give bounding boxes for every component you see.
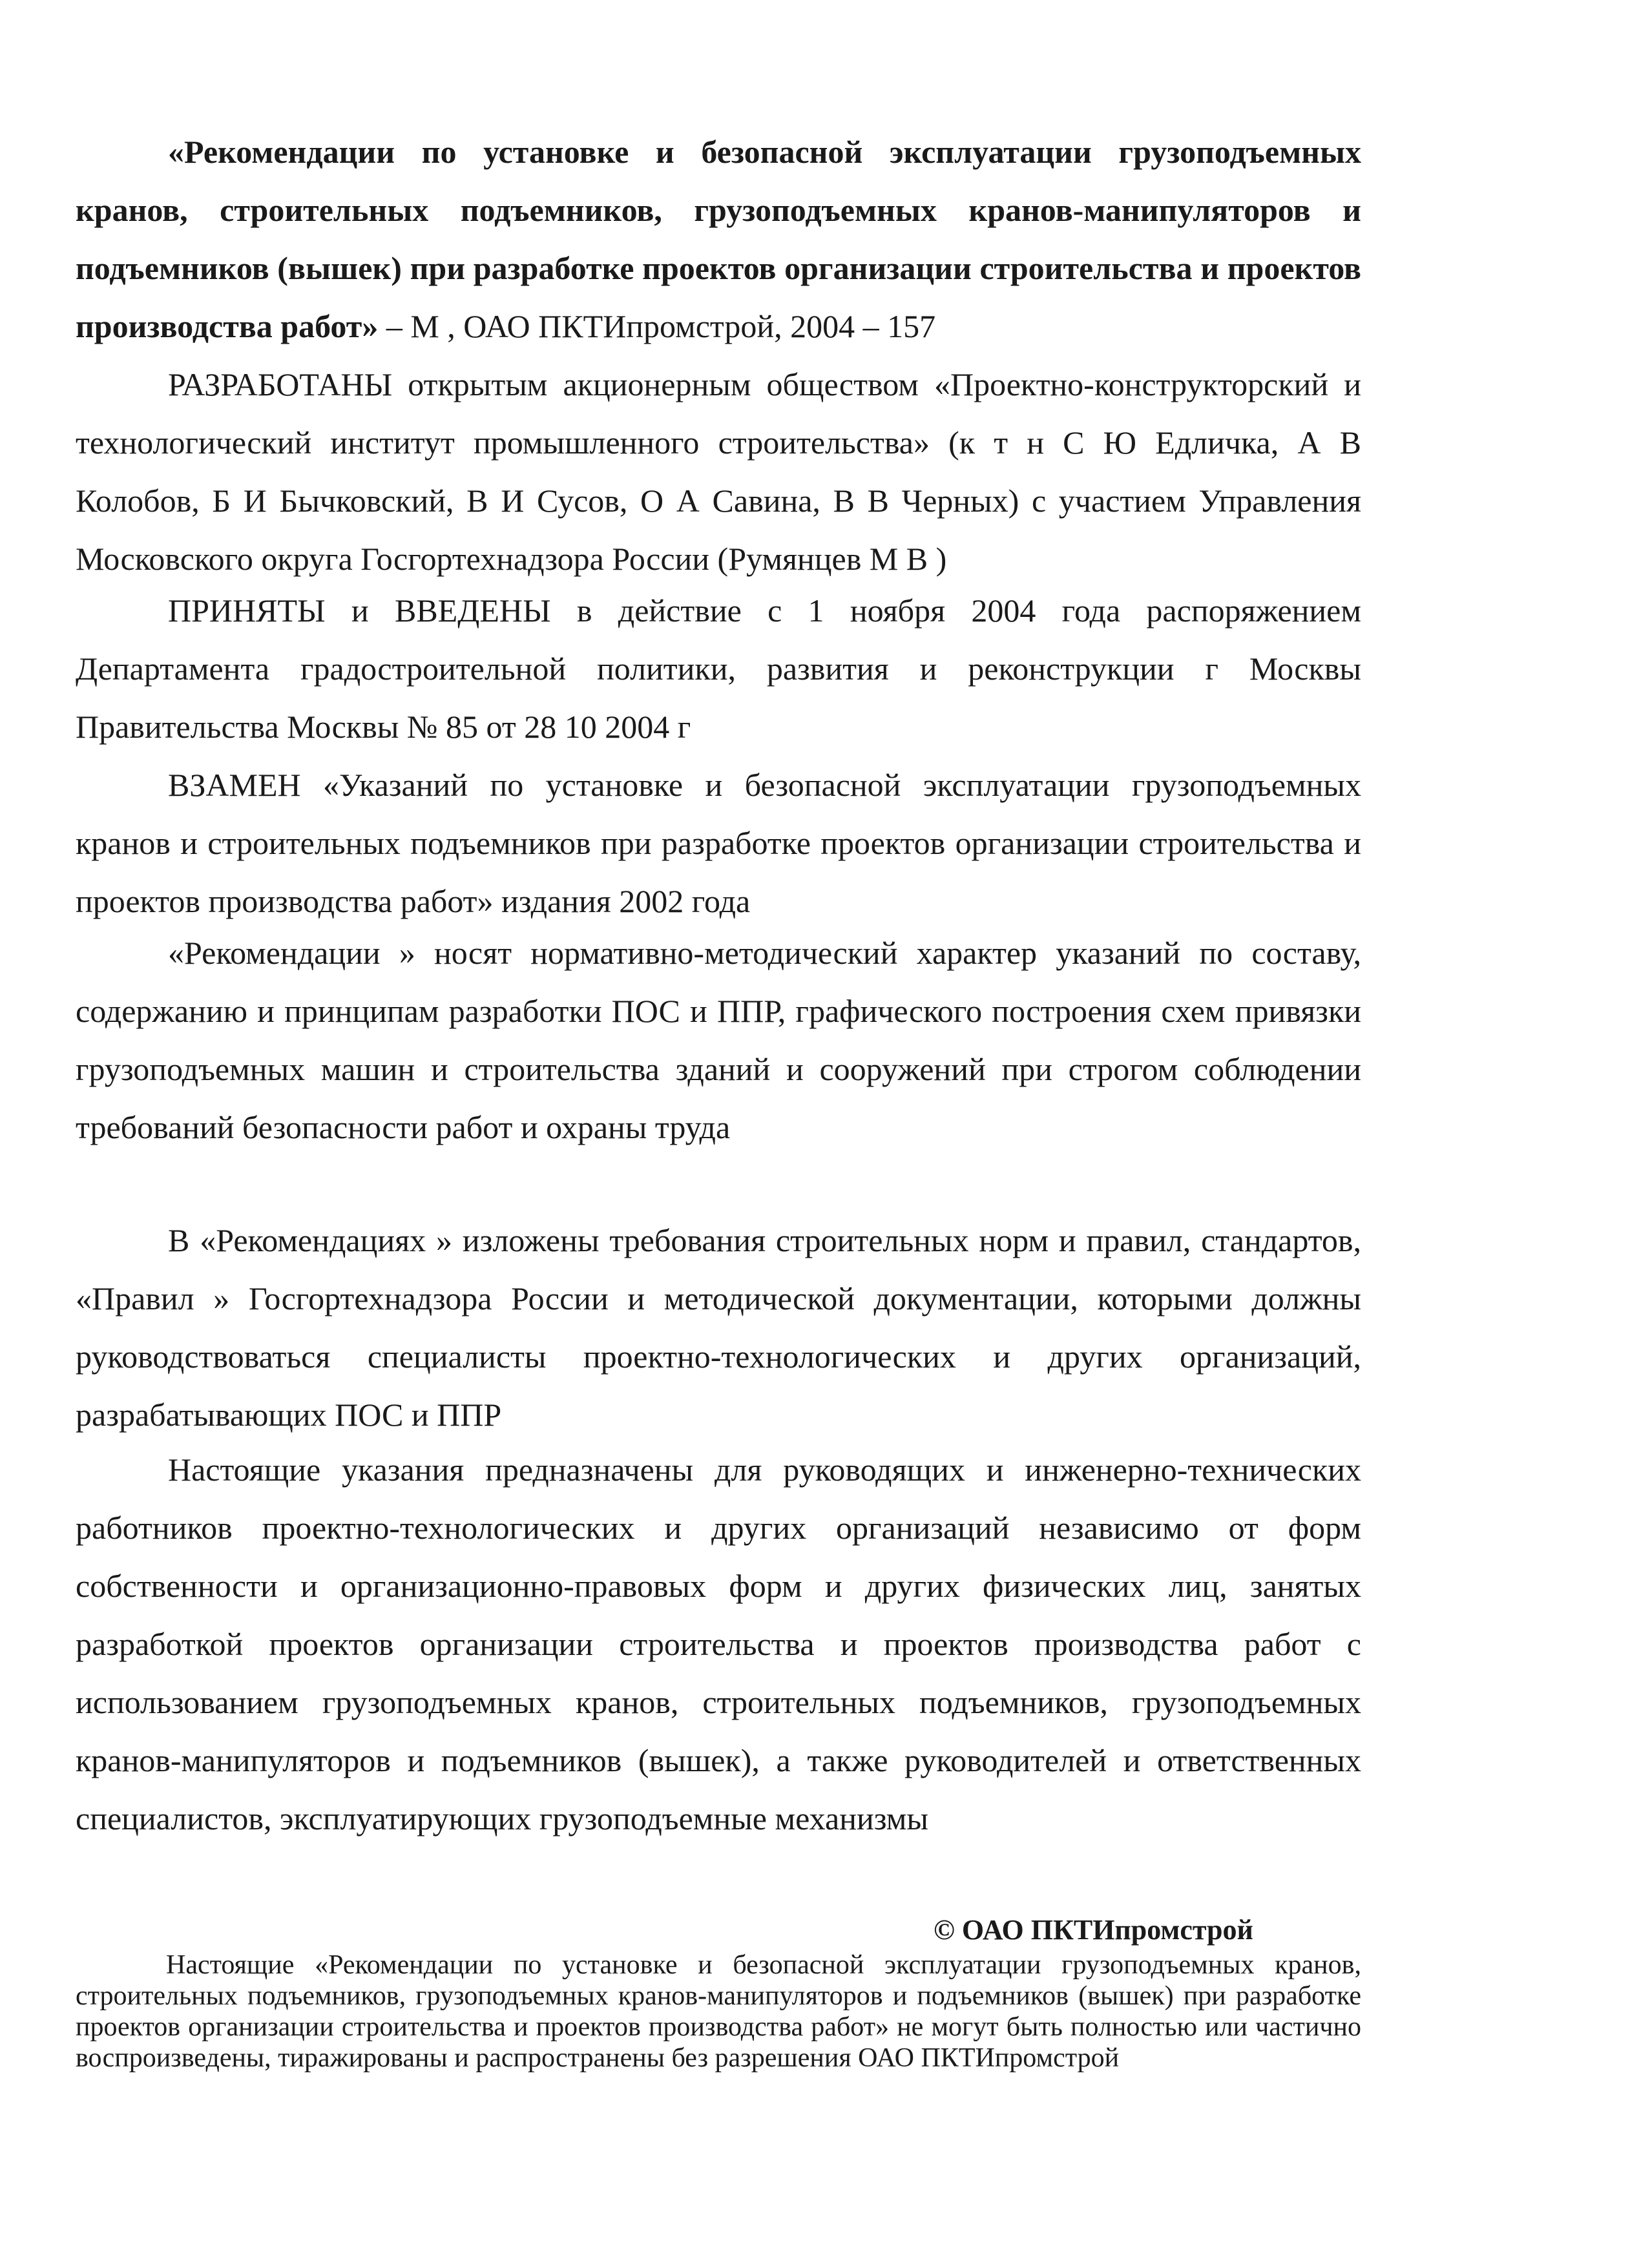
title-paragraph bbox=[76, 123, 1361, 355]
requirements-paragraph: В «Рекомендациях » изложены требования строительных норм и правил, стандартов, «Правил » Госгортехнадзора России и методической документации, которыми должны руководствоваться специалисты проектно-технологических и других организаций, разрабатывающих ПОС и ППР bbox=[76, 1222, 1361, 1433]
publication-info: – М , ОАО ПКТИпромстрой, 2004 – 157 bbox=[378, 308, 936, 344]
replacement-paragraph: ВЗАМЕН «Указаний по установке и безопасной эксплуатации грузоподъемных кранов и строительных подъемников при разработке проектов организации строительства и проектов производства работ» издания 2002 года bbox=[76, 767, 1361, 919]
character-paragraph: «Рекомендации » носят нормативно-методический характер указаний по составу, содержанию и принципам разработки ПОС и ППР, графического построения схем привязки грузоподъемных машин и строительства зданий и сооружений при строгом соблюдении требований безопасности работ и охраны труда bbox=[76, 935, 1361, 1145]
copyright-notice: Настоящие «Рекомендации по установке и безопасной эксплуатации грузоподъемных кранов, строительных подъемников, грузоподъемных кранов-манипуляторов и подъемников (вышек) при разработке проектов организации строительства и проектов производства работ» не могут быть полностью или частично воспроизведены, тиражированы и распространены без разрешения ОАО ПКТИпромстрой bbox=[76, 1950, 1361, 2073]
audience-paragraph: Настоящие указания предназначены для руководящих и инженерно-технических работников проектно-технологических и других организаций независимо от форм собственности и организационно-правовых форм и других физических лиц, занятых разработкой проектов организации строительства и проектов производства работ с использованием грузоподъемных кранов, строительных подъемников, грузоподъемных кранов-манипуляторов и подъемников (вышек), а также руководителей и ответственных специалистов, эксплуатирующих грузоподъемные механизмы bbox=[76, 1451, 1361, 1836]
document-title: «Рекомендации по установке и безопасной эксплуатации грузоподъемных кранов, строительных подъемников, грузоподъемных кранов-манипуляторов и подъемников (вышек) при разработке проектов организации строительства и проектов производства работ» bbox=[76, 134, 1361, 344]
developers-paragraph: РАЗРАБОТАНЫ открытым акционерным обществом «Проектно-конструкторский и технологический институт промышленного строительства» (к т н С Ю Едличка, А В Колобов, Б И Бычковский, В И Сусов, О А Савина, В В Черных) с участием Управления Московского округа Госгортехнадзора России (Румянцев М В ) bbox=[76, 366, 1361, 577]
adoption-paragraph: ПРИНЯТЫ и ВВЕДЕНЫ в действие с 1 ноября 2004 года распоряжением Департамента градостроительной политики, развития и реконструкции г Москвы Правительства Москвы № 85 от 28 10 2004 г bbox=[76, 592, 1361, 745]
copyright-line: © ОАО ПКТИпромстрой bbox=[934, 1914, 1253, 1946]
